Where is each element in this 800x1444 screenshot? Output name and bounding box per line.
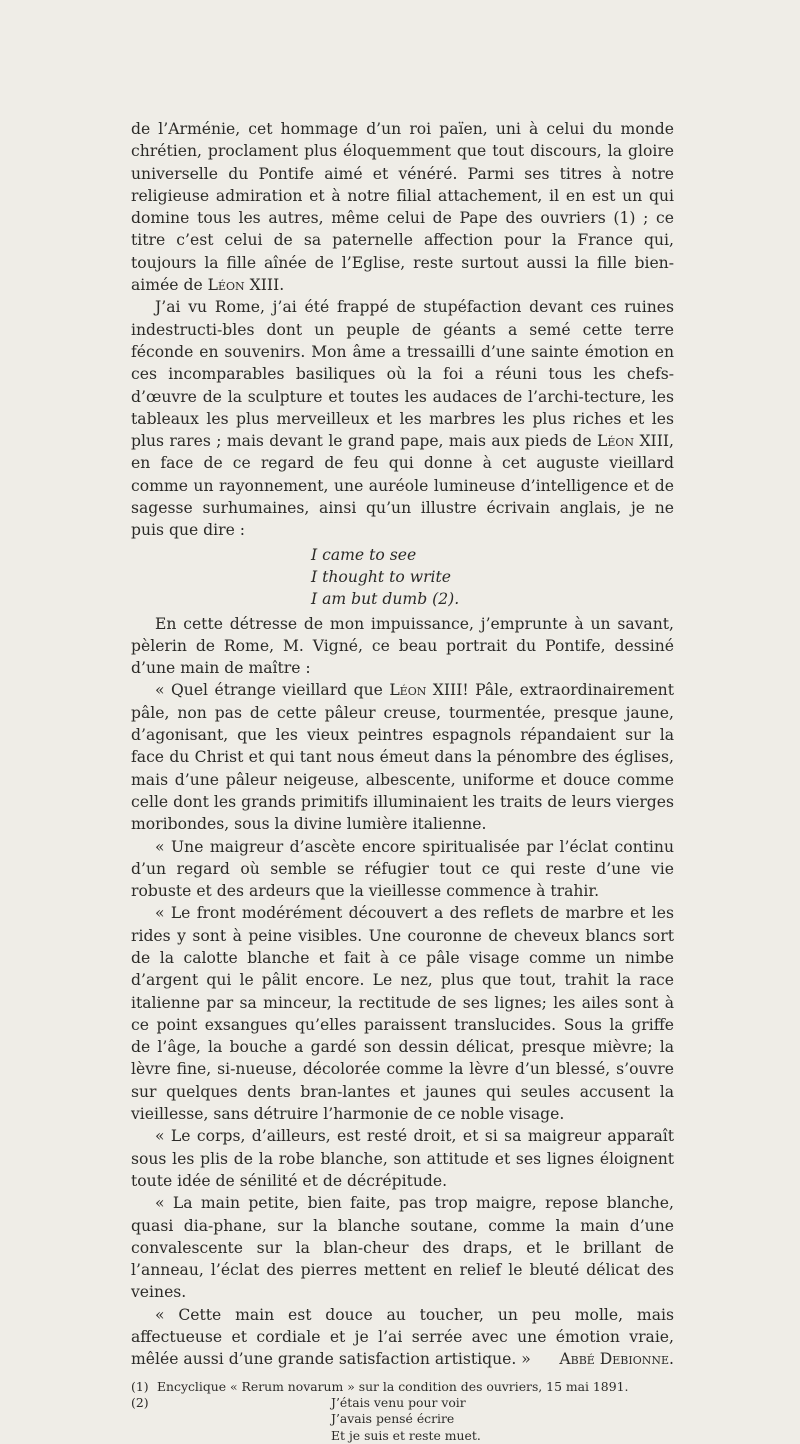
footnote-number: (1) — [131, 1378, 149, 1394]
paragraph-5: « Une maigreur d’ascète encore spiritualisée par l’éclat continu d’un regard où semble se réfugier tout ce qui reste d’une vie robuste et des ardeurs que la vieillesse commence à trahir. — [131, 837, 674, 901]
footnote-1 — [131, 1379, 674, 1395]
footnote-text: Encyclique « Rerum novarum » sur la condition des ouvriers, 15 mai 1891. — [157, 1378, 629, 1394]
paragraph-text: « Quel étrange vieillard que — [155, 681, 390, 700]
paragraph-7: « Le corps, d’ailleurs, est resté droit, et si sa maigreur apparaît sous les plis de la robe blanche, son attitude et ses lignes éloignent toute idée de sénilité et de décrépitude. — [131, 1127, 674, 1190]
footnote-line: Et je suis et reste muet. — [331, 1427, 481, 1443]
quote-line: I thought to write — [311, 567, 452, 586]
footnote-line: J’étais venu pour voir — [331, 1395, 466, 1411]
footnote-number: (2) — [131, 1395, 149, 1411]
footnote-line: J’avais pensé écrire — [331, 1411, 455, 1427]
paragraph-8: « La main petite, bien faite, pas trop maigre, repose blanche, quasi dia-phane, sur la blanche soutane, comme la main d’une convalescente sur la blan-cheur des draps, et le brillant de l’anneau, l’éclat des pierres mettent en relief le bleuté délicat des veines. — [131, 1194, 674, 1302]
paragraph-3: En cette détresse de mon impuissance, j’emprunte à un savant, pèlerin de Rome, M. Vigné, ce beau portrait du Pontife, dessiné d’une main de maître : — [131, 614, 674, 678]
pope-name: Léon — [389, 681, 427, 700]
author-signature: Abbé Debionne. — [559, 1350, 674, 1369]
quote-line: I am but dumb (2). — [311, 590, 460, 609]
paragraph-2 — [131, 296, 674, 541]
paragraph-1 — [131, 118, 674, 296]
paragraph-6: « Le front modérément découvert a des reflets de marbre et les rides y sont à peine visibles. Une couronne de cheveux blancs sort de la calotte blanche et fait à ce pâle visage comme un nimbe d’argent qui le pâlit encore. Le nez, plus que tout, trahit la race italienne par sa minceur, la rectitude de ses lignes; les ailes sont à ce point exsangues qu’elles paraissent translucides. Sous la griffe de l’âge, la bouche a gardé son dessin délicat, presque mièvre; la lèvre fine, si-nueuse, décolorée comme la lèvre d’un blessé, s’ouvre sur quelques dents bran-lantes et jaunes qui seules accusent la vieillesse, sans détruire l’harmonie de ce noble visage. — [131, 904, 674, 1124]
footnote-translation — [331, 1395, 481, 1444]
paragraph-text: XIII. — [244, 276, 285, 295]
paragraph-text: J’ai vu Rome, j’ai été frappé de stupéfaction devant ces ruines indestructi-bles dont un peuple de géants a semé cette terre féconde en souvenirs. Mon âme a tressailli d’une sainte émotion en ces incomparables basiliques où la foi a réuni tous les chefs-d’œuvre de la sculpture et toutes les audaces de l’archi-tecture, les tableaux les plus merveilleux et les marbres les plus riches et les plus rares ; mais devant le grand pape, mais aux pieds de — [131, 298, 674, 451]
paragraph-text: « Cette main est douce au toucher, un peu molle, mais affectueuse et cordiale et je l’ai serrée avec une émotion vraie, mêlée aussi d’une grande satisfaction artistique. » — [131, 1305, 674, 1369]
english-quote — [311, 544, 674, 611]
paragraph-4 — [131, 679, 674, 835]
pope-name: Léon — [597, 432, 635, 451]
footnote-2 — [131, 1395, 674, 1444]
pope-name: Léon — [207, 276, 245, 295]
paragraph-text: XIII! Pâle, extraordinairement pâle, non pas de cette pâleur creuse, tourmentée, presque jaune, d’agonisant, que les vieux peintres espagnols répandaient sur la face du Christ et qui tant nous émeut dans la pénombre des églises, mais d’une pâleur neigeuse, albescente, uniforme et douce comme celle dont les grands primitifs illuminaient les traits de leurs vierges moribondes, sous la divine lumière italienne. — [131, 681, 674, 834]
paragraph-text: XIII, en face de ce regard de feu qui donne à cet auguste vieillard comme un rayonnement, une auréole lumineuse d’intelligence et de sagesse surhumaines, ainsi qu’un illustre écrivain anglais, je ne puis que dire : — [131, 432, 674, 540]
paragraph-text: de l’Arménie, cet hommage d’un roi païen, uni à celui du monde chrétien, proclament plus éloquemment que tout discours, la gloire universelle du Pontife aimé et vénéré. Parmi ses titres à notre religieuse admiration et à notre filial attachement, il en est un qui domine tous les autres, même celui de Pape des ouvriers (1) ; ce titre c’est celui de sa paternelle affection pour la France qui, toujours la fille aînée de l’Eglise, reste surtout aussi la fille bien-aimée de — [131, 120, 674, 295]
footnotes — [131, 1379, 674, 1444]
quote-line: I came to see — [311, 545, 417, 564]
paragraph-9 — [131, 1304, 674, 1371]
